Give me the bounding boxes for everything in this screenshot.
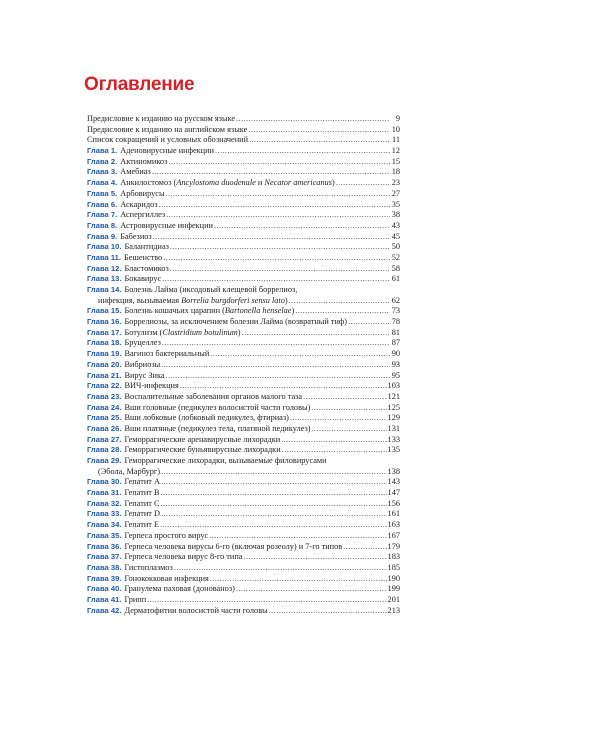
toc-entry-title	[124, 424, 310, 435]
latin-name: Borrelia burgdorferi sensu lato	[181, 295, 285, 305]
latin-name: Clostridium botulinum	[162, 327, 238, 337]
title-segment: Болезнь Лайма (иксодовый клещевой боррелиоз,	[124, 285, 298, 294]
toc-entry[interactable]	[87, 135, 400, 146]
title-segment: Бешенство	[124, 252, 163, 262]
toc-entry-title	[124, 435, 280, 446]
page-number: 61	[391, 274, 400, 284]
chapter-label: Глава 15.	[87, 306, 122, 316]
toc-entry[interactable]	[87, 338, 400, 349]
toc-entry-title	[120, 146, 214, 157]
chapter-label: Глава 41.	[87, 594, 122, 604]
page-number: 147	[387, 488, 400, 498]
page-number: 23	[391, 178, 400, 188]
dot-leader	[166, 210, 390, 221]
chapter-label: Глава 34.	[87, 520, 122, 530]
toc-entry-title	[120, 189, 164, 200]
toc-entry[interactable]	[87, 413, 400, 424]
title-segment: )	[284, 295, 288, 305]
chapter-label: Глава 17.	[87, 327, 122, 337]
page-number: 143	[387, 477, 400, 487]
title-segment: Ботулизм (	[124, 327, 163, 337]
page-number: 10	[391, 124, 400, 134]
chapter-label: Глава 37.	[87, 552, 122, 562]
chapter-label: Глава 2.	[87, 156, 118, 166]
toc-entry-title	[124, 477, 160, 488]
toc-entry-title	[120, 200, 157, 211]
toc-entry[interactable]	[87, 584, 400, 595]
title-segment: инфекция, вызываемая	[98, 295, 182, 305]
page-number: 9	[395, 114, 400, 123]
chapter-label: Глава 6.	[87, 199, 118, 209]
toc-entry[interactable]	[87, 552, 400, 563]
title-segment: Астровирусные инфекции	[120, 220, 213, 230]
toc-entry[interactable]	[87, 445, 400, 456]
chapter-label: Глава 8.	[87, 220, 118, 230]
toc-entry[interactable]	[87, 167, 400, 178]
toc-entry-title	[120, 178, 335, 189]
toc-entry-title	[87, 114, 235, 125]
latin-name: Ancylostoma duodenale	[176, 178, 256, 188]
title-segment: Боррелиозы, за исключением болезни Лайма (возвратный тиф)	[124, 317, 348, 327]
page-number: 38	[391, 210, 400, 220]
page-number: 58	[391, 263, 400, 273]
dot-leader	[289, 296, 390, 307]
page-number: 131	[387, 423, 400, 433]
title-segment: Геморрагические буньявирусные лихорадки	[124, 445, 281, 455]
toc-entry-title	[124, 371, 164, 382]
page-number: 138	[387, 466, 400, 476]
page-number: 93	[391, 359, 400, 369]
chapter-label: Глава 32.	[87, 498, 122, 508]
title-segment: Геморрагические лихорадки, вызываемые филовирусами	[124, 456, 327, 465]
chapter-label: Глава 35.	[87, 530, 122, 540]
toc-entry-title	[124, 381, 178, 392]
chapter-label: Глава 19.	[87, 349, 122, 359]
title-segment: Гепатит С	[124, 498, 160, 508]
chapter-label: Глава 9.	[87, 231, 118, 241]
toc-entry-title	[124, 338, 160, 349]
toc-entry-title	[124, 242, 168, 253]
toc-entry-title	[124, 360, 160, 371]
toc-entry-title	[120, 157, 167, 168]
page-number: 12	[391, 146, 400, 156]
toc-entry-title	[124, 595, 146, 606]
page-number: 52	[391, 252, 400, 262]
title-segment: ВИЧ-инфекция	[124, 381, 179, 391]
dot-leader	[303, 392, 386, 403]
toc-entry[interactable]	[87, 606, 400, 617]
page-number: 199	[387, 584, 400, 594]
page-number: 27	[391, 188, 400, 198]
page-title: Оглавление	[84, 74, 195, 95]
dot-leader	[161, 509, 387, 520]
title-segment: Болезнь кошачьих царапин (	[124, 306, 225, 316]
page-number: 161	[387, 509, 400, 519]
chapter-label: Глава 3.	[87, 167, 118, 177]
toc-entry[interactable]	[87, 435, 400, 446]
toc-entry[interactable]	[87, 114, 400, 125]
title-segment: )	[237, 327, 241, 337]
toc-entry-title	[124, 606, 267, 617]
dot-leader	[162, 274, 390, 285]
dot-leader	[243, 552, 386, 563]
toc-entry-title	[120, 221, 213, 232]
title-segment: Предисловие к изданию на английском языке	[87, 124, 248, 134]
title-segment: Геморрагические аренавирусные лихорадки	[124, 434, 281, 444]
chapter-label: Глава 4.	[87, 178, 118, 188]
chapter-label: Глава 27.	[87, 434, 122, 444]
dot-leader	[161, 488, 387, 499]
page-number: 81	[391, 327, 400, 337]
page-number: 50	[391, 242, 400, 252]
dot-leader	[162, 338, 390, 349]
title-segment: Бластомикоз	[124, 263, 169, 273]
toc-entry[interactable]	[87, 253, 400, 264]
toc-entry[interactable]	[87, 563, 400, 574]
toc-entry[interactable]	[87, 349, 400, 360]
dot-leader	[210, 574, 387, 585]
toc-entry[interactable]	[87, 221, 400, 232]
toc-entry[interactable]	[87, 371, 400, 382]
toc-entry-title	[124, 574, 208, 585]
dot-leader	[209, 531, 386, 542]
dot-leader	[312, 424, 387, 435]
dot-leader	[210, 349, 390, 360]
toc-entry[interactable]	[87, 317, 400, 328]
toc-entry[interactable]	[87, 574, 400, 585]
page-number: 167	[387, 530, 400, 540]
toc-entry[interactable]	[87, 403, 400, 414]
toc-entry[interactable]	[87, 285, 400, 296]
toc-entry[interactable]	[87, 178, 400, 189]
title-segment: Список сокращений и условных обозначений	[87, 135, 249, 145]
chapter-label: Глава 11.	[87, 252, 122, 262]
chapter-label: Глава 38.	[87, 562, 122, 572]
toc-entry[interactable]	[87, 542, 400, 553]
toc-entry[interactable]	[87, 477, 400, 488]
dot-leader	[248, 125, 390, 136]
page-number: 201	[387, 594, 400, 604]
page-number: 18	[391, 167, 400, 177]
toc-entry-title	[87, 125, 247, 136]
title-segment: Аспергиллез	[120, 210, 166, 220]
toc-entry[interactable]	[87, 488, 400, 499]
page-number: 45	[391, 231, 400, 241]
page-number: 185	[387, 562, 400, 572]
dot-leader	[161, 499, 387, 510]
toc-entry-title	[124, 317, 347, 328]
chapter-label: Глава 40.	[87, 584, 122, 594]
dot-leader	[311, 403, 386, 414]
toc-entry[interactable]	[87, 531, 400, 542]
page-number: 73	[391, 306, 400, 316]
dot-leader	[166, 189, 390, 200]
chapter-label: Глава 7.	[87, 210, 118, 220]
dot-leader	[348, 317, 390, 328]
page-number: 103	[387, 381, 400, 391]
dot-leader	[170, 242, 390, 253]
toc-entry[interactable]	[87, 242, 400, 253]
dot-leader	[166, 371, 390, 382]
toc-entry[interactable]	[87, 467, 400, 478]
title-segment: Герпеса человека вирус 8-го типа	[124, 552, 243, 562]
toc-entry-title	[120, 167, 151, 178]
chapter-label: Глава 18.	[87, 338, 122, 348]
toc-entry[interactable]	[87, 392, 400, 403]
title-segment: Дерматофитии волосистой части головы	[124, 605, 268, 615]
page-number: 125	[387, 402, 400, 412]
toc-entry[interactable]	[87, 520, 400, 531]
dot-leader	[161, 360, 390, 371]
page-number: 121	[387, 391, 400, 401]
page-number: 163	[387, 520, 400, 530]
page-number: 43	[391, 220, 400, 230]
chapter-label: Глава 29.	[87, 456, 122, 465]
dot-leader	[161, 477, 387, 488]
title-segment: Балантидиаз	[124, 242, 169, 252]
toc-entry[interactable]	[87, 306, 400, 317]
page-number: 129	[387, 413, 400, 423]
chapter-label: Глава 13.	[87, 274, 122, 284]
chapter-label: Глава 14.	[87, 285, 122, 294]
toc-entry-title	[124, 488, 159, 499]
toc-entry-title	[124, 264, 168, 275]
dot-leader	[159, 200, 390, 211]
title-segment: Вши платяные (педикулез тела, платяной педикулез)	[124, 423, 311, 433]
toc-entry[interactable]	[87, 509, 400, 520]
title-segment: Бруцеллез	[124, 338, 161, 348]
title-segment: Герпеса человека вирусы 6-го (включая розеолу) и 7-го типов	[124, 541, 343, 551]
title-segment: Гистоплазмоз	[124, 562, 173, 572]
dot-leader	[153, 232, 390, 243]
chapter-label: Глава 10.	[87, 242, 122, 252]
dot-leader	[281, 435, 386, 446]
dot-leader	[214, 221, 390, 232]
toc-entry-title	[124, 253, 162, 264]
title-segment: )	[331, 178, 335, 188]
toc-entry-title	[120, 210, 165, 221]
chapter-label: Глава 20.	[87, 359, 122, 369]
latin-name: Bartonella henselae	[224, 306, 292, 316]
chapter-label: Глава 33.	[87, 509, 122, 519]
dot-leader	[174, 563, 387, 574]
toc-entry[interactable]	[87, 146, 400, 157]
toc-entry[interactable]	[87, 499, 400, 510]
dot-leader	[161, 467, 386, 478]
title-segment: Вши головные (педикулез волосистой части головы)	[124, 402, 311, 412]
dot-leader	[295, 306, 390, 317]
page-number: 95	[391, 370, 400, 380]
title-segment: Гранулема паховая (донованоз)	[124, 584, 235, 594]
chapter-label: Глава 16.	[87, 317, 122, 327]
toc-entry-title	[124, 531, 208, 542]
title-segment: Вши лобковые (лобковый педикулез, фтириаз)	[124, 413, 289, 423]
title-segment: Аскаридоз	[120, 199, 158, 209]
title-segment: Вагиноз бактериальный	[124, 349, 210, 359]
dot-leader	[147, 595, 386, 606]
chapter-label: Глава 30.	[87, 477, 122, 487]
page-number: 179	[387, 541, 400, 551]
dot-leader	[152, 167, 390, 178]
toc-entry-title	[124, 542, 342, 553]
toc-entry[interactable]	[87, 456, 400, 467]
title-segment: Вибриозы	[124, 359, 161, 369]
dot-leader	[290, 413, 387, 424]
title-segment: Герпеса простого вирус	[124, 530, 209, 540]
title-segment: Амебиаз	[120, 167, 151, 177]
dot-leader	[249, 135, 390, 146]
chapter-label: Глава 21.	[87, 370, 122, 380]
toc-entry[interactable]	[87, 157, 400, 168]
dot-leader	[215, 146, 390, 157]
toc-entry-title	[124, 445, 280, 456]
title-segment: Гепатит D	[124, 509, 160, 519]
dot-leader	[269, 606, 387, 617]
toc-entry-title	[98, 296, 288, 307]
title-segment: Бабезиоз	[120, 231, 152, 241]
chapter-label: Глава 26.	[87, 423, 122, 433]
chapter-label: Глава 25.	[87, 413, 122, 423]
toc-entry[interactable]	[87, 210, 400, 221]
title-segment: Гепатит А	[124, 477, 160, 487]
toc-entry-title	[124, 413, 288, 424]
toc-entry-title	[124, 520, 159, 531]
dot-leader	[163, 253, 390, 264]
title-segment: Воспалительные заболевания органов малого таза	[124, 391, 303, 401]
toc-entry-title	[124, 456, 326, 467]
toc-entry[interactable]	[87, 296, 400, 307]
toc-entry-title	[124, 403, 310, 414]
toc-entry[interactable]	[87, 274, 400, 285]
toc-entry-title	[124, 328, 240, 339]
toc-entry[interactable]	[87, 189, 400, 200]
chapter-label: Глава 23.	[87, 391, 122, 401]
toc-entry-title	[124, 349, 209, 360]
toc-entry-title	[124, 285, 297, 296]
page-number: 15	[391, 156, 400, 166]
dot-leader	[336, 178, 390, 189]
toc-entry-title	[124, 306, 294, 317]
page-number: 62	[391, 295, 400, 305]
chapter-label: Глава 42.	[87, 605, 122, 615]
toc-entry[interactable]	[87, 264, 400, 275]
toc-entry-title	[124, 392, 302, 403]
title-segment: Вирус Зика	[124, 370, 165, 380]
toc-entry-title	[124, 499, 159, 510]
toc-entry[interactable]	[87, 595, 400, 606]
toc-entry[interactable]	[87, 424, 400, 435]
page-number: 78	[391, 317, 400, 327]
chapter-label: Глава 36.	[87, 541, 122, 551]
chapter-label: Глава 24.	[87, 402, 122, 412]
chapter-label: Глава 39.	[87, 573, 122, 583]
page-number: 156	[387, 498, 400, 508]
toc-entry[interactable]	[87, 125, 400, 136]
dot-leader	[236, 114, 390, 125]
title-segment: Аденовирусные инфекции	[120, 146, 214, 156]
page-number: 183	[387, 552, 400, 562]
toc-entry-title	[98, 467, 160, 478]
toc-entry-title	[124, 274, 161, 285]
latin-name: Necator americanus	[264, 178, 332, 188]
title-segment: Бокавирус	[124, 274, 162, 284]
table-of-contents	[87, 114, 400, 616]
toc-entry-title	[124, 552, 242, 563]
dot-leader	[343, 542, 386, 553]
title-segment: Гепатит В	[124, 488, 160, 498]
title-segment: Гонококковая инфекция	[124, 573, 209, 583]
page-number: 90	[391, 349, 400, 359]
chapter-label: Глава 28.	[87, 445, 122, 455]
toc-entry[interactable]	[87, 232, 400, 243]
page-number: 35	[391, 199, 400, 209]
toc-entry-title	[124, 563, 172, 574]
toc-entry[interactable]	[87, 381, 400, 392]
toc-entry[interactable]	[87, 360, 400, 371]
toc-entry-title	[124, 509, 160, 520]
chapter-label: Глава 31.	[87, 488, 122, 498]
title-segment: Анкилостомоз (	[120, 178, 177, 188]
toc-entry[interactable]	[87, 200, 400, 211]
page-number: 190	[387, 573, 400, 583]
chapter-label: Глава 1.	[87, 146, 118, 156]
dot-leader	[282, 445, 387, 456]
dot-leader	[168, 157, 390, 168]
page-number: 213	[387, 605, 400, 615]
page-number: 11	[392, 135, 400, 145]
toc-entry[interactable]	[87, 328, 400, 339]
dot-leader	[170, 264, 390, 275]
chapter-label: Глава 12.	[87, 263, 122, 273]
dot-leader	[160, 520, 387, 531]
title-segment: )	[291, 306, 295, 316]
page-number: 133	[387, 434, 400, 444]
title-segment: Предисловие к изданию на русском языке	[87, 114, 236, 123]
page-number: 87	[391, 338, 400, 348]
title-segment: Арбовирусы	[120, 188, 165, 198]
dot-leader	[236, 584, 387, 595]
toc-entry-title	[120, 232, 152, 243]
toc-entry-title	[124, 584, 234, 595]
dot-leader	[242, 328, 390, 339]
page-number: 135	[387, 445, 400, 455]
toc-entry-title	[87, 135, 248, 146]
title-segment: Грипп	[124, 594, 147, 604]
chapter-label: Глава 22.	[87, 381, 122, 391]
dot-leader	[180, 381, 387, 392]
title-segment: (Эбола, Марбург)	[98, 466, 161, 476]
title-segment: Гепатит Е	[124, 520, 160, 530]
title-segment: и	[255, 178, 265, 188]
chapter-label: Глава 5.	[87, 188, 118, 198]
title-segment: Актиномикоз	[120, 156, 168, 166]
